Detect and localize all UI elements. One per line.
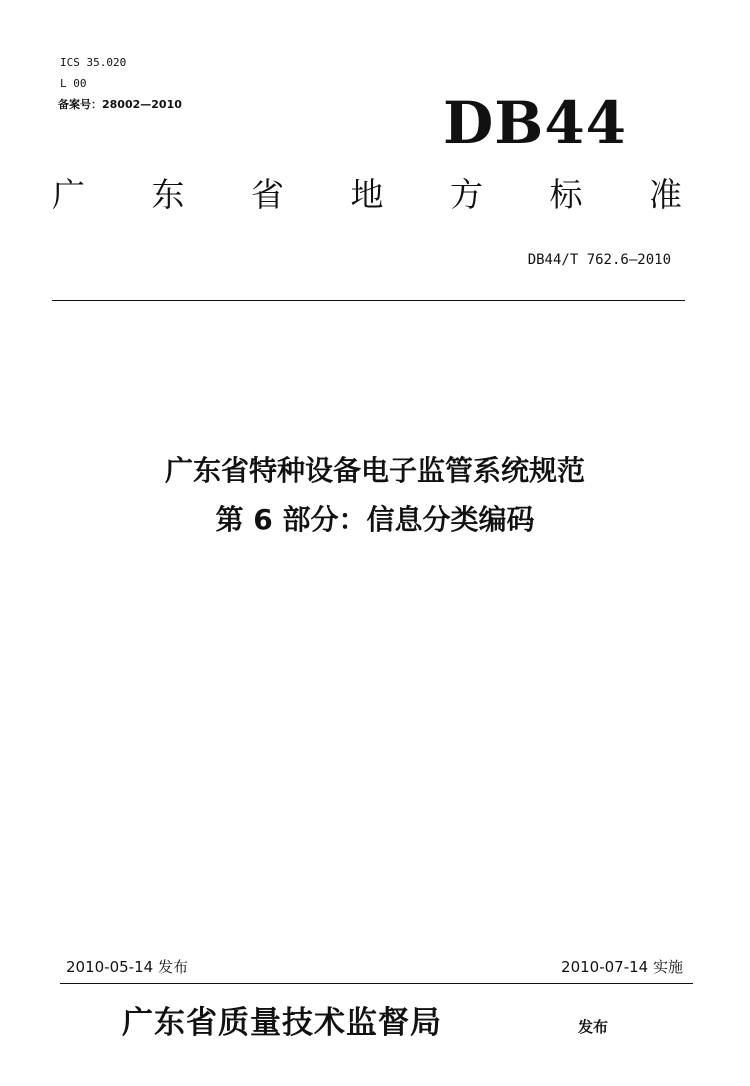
standard-type-char: 广 — [52, 175, 85, 214]
top-divider — [52, 300, 685, 301]
document-title-line2: 第 6 部分：信息分类编码 — [215, 503, 535, 536]
record-number: 备案号：28002—2010 — [58, 98, 182, 111]
standard-number: DB44/T 762.6—2010 — [527, 252, 671, 268]
standard-type-char: 地 — [350, 175, 384, 214]
standard-type-char: 省 — [251, 175, 284, 214]
document-title-line1: 广东省特种设备电子监管系统规范 — [164, 454, 585, 487]
ccs-code: L 00 — [60, 77, 87, 90]
standard-type-char: 准 — [649, 175, 682, 214]
db44-logo: DB44 — [443, 89, 628, 157]
issuing-authority: 广东省质量技术监督局 — [122, 1005, 442, 1041]
ics-code: ICS 35.020 — [60, 56, 127, 69]
standard-type-heading — [52, 175, 682, 214]
standard-type-char: 方 — [450, 175, 483, 214]
publish-date: 2010-05-14 发布 — [66, 958, 188, 976]
issue-label: 发布 — [578, 1018, 609, 1036]
bottom-divider — [60, 983, 693, 984]
standard-type-char: 标 — [549, 175, 583, 214]
standard-type-char: 东 — [151, 175, 185, 214]
implement-date: 2010-07-14 实施 — [561, 958, 683, 976]
